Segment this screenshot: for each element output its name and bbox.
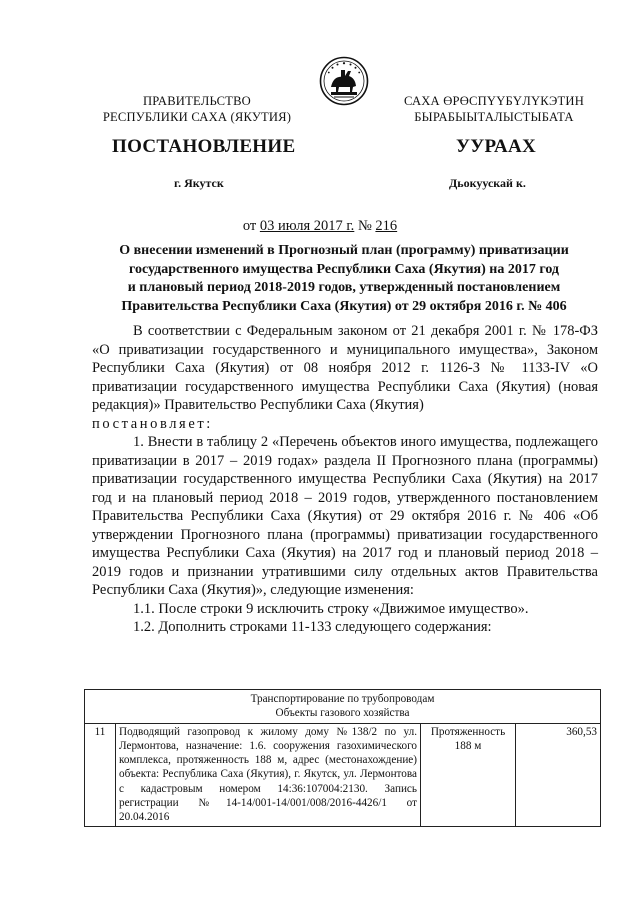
document-body [92, 322, 598, 637]
heading-line3: и плановый период 2018-2019 годов, утвержденный постановлением [127, 280, 561, 295]
heading-line1: О внесении изменений в Прогнозный план (программу) приватизации [119, 243, 569, 258]
government-name-sah [384, 93, 604, 125]
document-type-sah: УУРААХ [456, 136, 537, 157]
row-characteristic-value: 188 м [454, 739, 482, 752]
heading-line4: Правительства Республики Саха (Якутия) от 29 октября 2016 г. № 406 [121, 298, 567, 314]
group-line2: Объекты газового хозяйства [275, 707, 410, 720]
preamble-paragraph: В соответствии с Федеральным законом от 21 декабря 2001 г. № 178-ФЗ «О приватизации государственного и муниципального имущества», Законом Республики Саха (Якутия) от 08 ноября 2012 г. 1126-З № 1133-IV «О приватизации государственного имущества Республики Саха (Якутия) (новая редакция)» Правительство Республики Саха (Якутия) [92, 323, 598, 413]
document-date: 03 июля 2017 г. [259, 218, 355, 234]
row-description: Подводящий газопровод к жилому дому №138/2 по ул. Лермонтова, назначение: 1.6. сооружения газохимического комплекса, протяженность 188 м, адрес (местонахождение) объекта: Республика Саха (Якутия), г. Якутск, ул. Лермонтова с кадастровым номером 14:36:107004:2130. Запись регистрации №14-14/001-14/001/008/2016-4426/1 от 20.04.2016 [116, 723, 421, 826]
table-group-header [85, 690, 601, 724]
document-heading [84, 242, 604, 316]
row-characteristic-label: Протяженность [430, 725, 506, 738]
government-name-ru-line1: ПРАВИТЕЛЬСТВО [143, 94, 251, 108]
table-row [85, 723, 601, 826]
coat-of-arms-icon [319, 56, 369, 106]
group-line1: Транспортирование по трубопроводам [250, 693, 435, 705]
government-name-ru-line2: РЕСПУБЛИКИ САХА (ЯКУТИЯ) [102, 110, 292, 124]
government-name-sah-line1: САХА ӨРӨСПҮҮБҮЛҮКЭТИН [404, 94, 584, 108]
item-1-2-paragraph: 1.2. Дополнить строками 11-133 следующего содержания: [133, 619, 492, 635]
heading-line2: государственного имущества Республики Саха (Якутия) на 2017 год [128, 261, 560, 277]
property-table [84, 689, 601, 827]
government-name-sah-line2: БЫРАБЫЫТАЛЫСТЫБАТА [414, 110, 574, 124]
number-sign: № [354, 218, 376, 234]
date-prefix: от [242, 218, 260, 234]
item-1-1-paragraph: 1.1. После строки 9 исключить строку «Движимое имущество». [133, 600, 529, 617]
row-number: 11 [85, 723, 116, 826]
city-ru: г. Якутск [174, 176, 224, 190]
government-name-ru [92, 93, 302, 125]
document-type-ru: ПОСТАНОВЛЕНИЕ [112, 136, 296, 157]
document-number: 216 [375, 218, 398, 234]
row-characteristic [421, 723, 516, 826]
city-sah: Дьокуускай к. [449, 176, 526, 190]
decree-word: постановляет: [92, 415, 213, 432]
date-and-number [0, 218, 640, 235]
table-group-row [85, 690, 601, 724]
item-1-paragraph: 1. Внести в таблицу 2 «Перечень объектов иного имущества, подлежащего приватизации в 2017 – 2019 годах» раздела II Прогнозного плана (программы) приватизации государственного имущества Республики Саха (Якутия) на 2017 год и на плановый период 2018 – 2019 годов, утвержденного постановлением Правительства Республики Саха (Якутия) от 29 октября 2016 г. № 406 «Об утверждении Прогнозного плана (программы) приватизации государственного имущества Республики Саха (Якутия) на 2017 год и плановый период 2018 – 2019 годов и признании утратившими силу отдельных актов Правительства Республики Саха (Якутия)», следующие изменения: [92, 434, 598, 598]
row-value: 360,53 [516, 723, 601, 826]
